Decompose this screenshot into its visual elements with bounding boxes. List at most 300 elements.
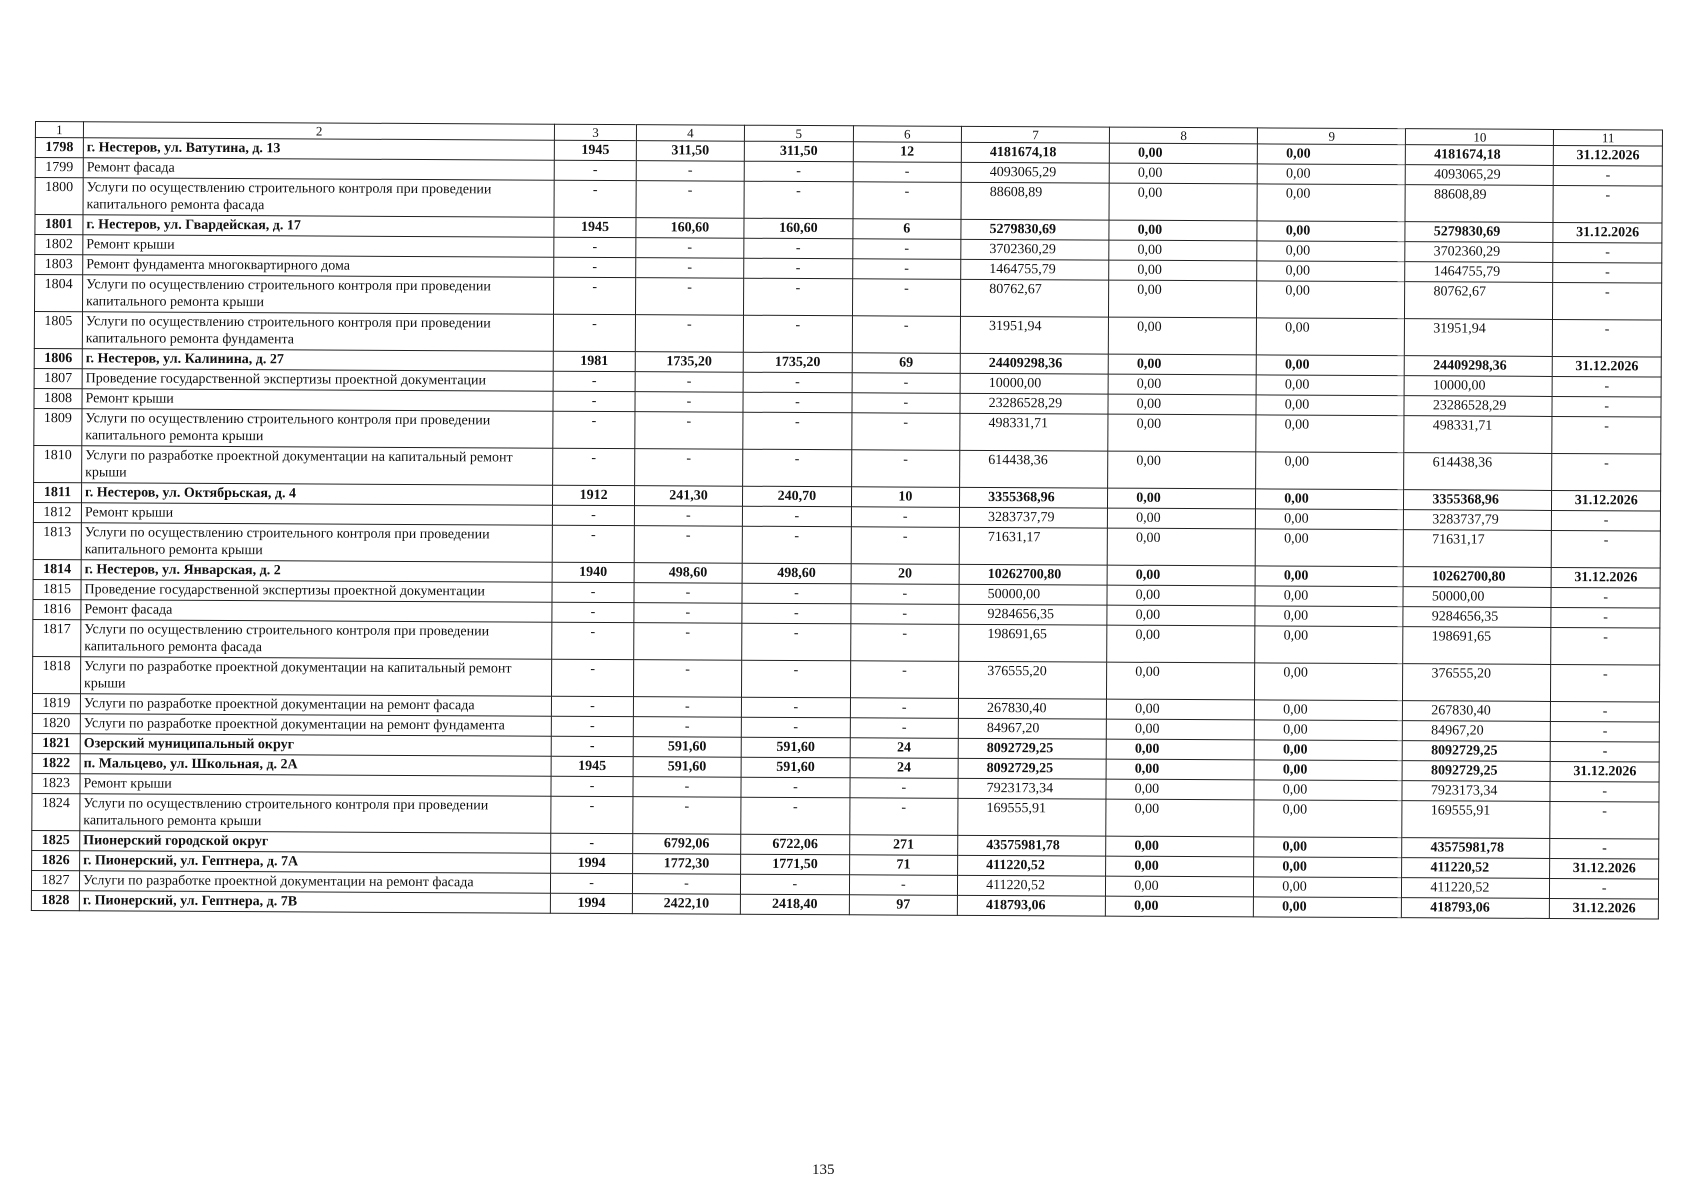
living-area-cell: 240,70	[743, 486, 852, 507]
budget-cost-cell: 0,00	[1255, 626, 1403, 664]
fund-cost-cell: 0,00	[1107, 528, 1255, 566]
total-cost-cell: 24409298,36	[960, 353, 1108, 374]
total-area-cell: -	[635, 372, 744, 393]
fund-cost-cell: 0,00	[1106, 719, 1254, 740]
row-number-cell: 1819	[32, 693, 80, 713]
year-built-cell: -	[554, 257, 635, 277]
living-area-cell: -	[741, 874, 850, 895]
completion-date-cell: -	[1551, 741, 1660, 762]
owners-cost-cell: 84967,20	[1403, 721, 1551, 742]
budget-cost-cell: 0,00	[1257, 281, 1405, 319]
fund-cost-cell: 0,00	[1107, 605, 1255, 626]
owners-cost-cell: 9284656,35	[1403, 607, 1551, 628]
completion-date-cell: 31.12.2026	[1550, 858, 1659, 879]
year-built-cell: -	[554, 237, 635, 257]
row-number-cell: 1800	[35, 178, 83, 215]
budget-cost-cell: 0,00	[1254, 837, 1402, 858]
table-body	[31, 122, 1662, 920]
total-cost-cell: 50000,00	[959, 584, 1107, 605]
year-built-cell: 1940	[552, 562, 633, 582]
owners-cost-cell: 10262700,80	[1403, 567, 1551, 588]
living-area-cell: -	[744, 161, 853, 182]
living-area-cell: -	[743, 412, 852, 450]
residents-count-cell: -	[850, 624, 959, 662]
row-number-cell: 1806	[34, 348, 82, 368]
residents-count-cell: -	[849, 798, 958, 836]
total-cost-cell: 418793,06	[957, 895, 1105, 916]
item-name-cell: Услуги по осуществлению строительного контроля при проведении капитального ремонта крыши	[81, 523, 553, 562]
fund-cost-cell: 0,00	[1107, 585, 1255, 606]
column-number-header: 9	[1258, 128, 1406, 145]
column-number-header: 1	[35, 122, 83, 138]
column-number-header: 5	[745, 125, 854, 142]
row-number-cell: 1798	[35, 138, 83, 158]
item-name-cell: Ремонт крыши	[80, 774, 552, 796]
total-area-cell: -	[635, 412, 744, 450]
living-area-cell: -	[742, 660, 851, 698]
item-name-cell: п. Мальцево, ул. Школьная, д. 2А	[80, 754, 552, 776]
owners-cost-cell: 43575981,78	[1402, 838, 1550, 859]
column-number-header: 3	[555, 124, 636, 140]
owners-cost-cell: 24409298,36	[1405, 356, 1553, 377]
total-area-cell: -	[634, 526, 743, 564]
total-cost-cell: 4181674,18	[961, 142, 1109, 163]
row-number-cell: 1823	[32, 773, 80, 793]
item-name-cell: г. Нестеров, ул. Гвардейская, д. 17	[83, 215, 555, 237]
completion-date-cell: -	[1553, 319, 1662, 357]
residents-count-cell: 12	[853, 142, 962, 163]
living-area-cell: -	[744, 258, 853, 279]
total-cost-cell: 169555,91	[958, 798, 1106, 836]
item-name-cell: Услуги по разработке проектной документации на ремонт фасада	[80, 694, 552, 716]
living-area-cell: 6722,06	[741, 834, 850, 855]
total-area-cell: -	[634, 449, 743, 487]
budget-cost-cell: 0,00	[1255, 700, 1403, 721]
item-name-cell: Озерский муниципальный округ	[80, 734, 552, 756]
budget-cost-cell: 0,00	[1255, 606, 1403, 627]
column-number-header: 6	[853, 126, 962, 143]
row-number-cell: 1818	[33, 656, 81, 693]
item-name-cell: Ремонт фундамента многоквартирного дома	[83, 255, 555, 277]
owners-cost-cell: 5279830,69	[1405, 222, 1553, 243]
item-name-cell: Услуги по осуществлению строительного контроля при проведении капитального ремонта фундамента	[82, 312, 554, 351]
row-number-cell: 1826	[32, 850, 80, 870]
year-built-cell: -	[554, 314, 636, 351]
fund-cost-cell: 0,00	[1106, 836, 1254, 857]
completion-date-cell: -	[1553, 262, 1662, 283]
total-cost-cell: 3702360,29	[961, 239, 1109, 260]
fund-cost-cell: 0,00	[1109, 183, 1257, 221]
completion-date-cell: -	[1551, 627, 1660, 665]
completion-date-cell: -	[1551, 587, 1660, 608]
year-built-cell: 1981	[554, 351, 635, 371]
item-name-cell: г. Пионерский, ул. Гептнера, д. 7А	[80, 851, 552, 873]
row-number-cell: 1815	[33, 579, 81, 599]
item-name-cell: Пионерский городской округ	[80, 831, 552, 853]
completion-date-cell: -	[1552, 530, 1661, 568]
total-cost-cell: 198691,65	[959, 624, 1107, 662]
item-name-cell: Услуги по осуществлению строительного контроля при проведении капитального ремонта крыши	[82, 275, 554, 314]
living-area-cell: -	[742, 623, 851, 661]
total-area-cell: 1772,30	[632, 854, 741, 875]
column-number-header: 11	[1554, 129, 1663, 146]
year-built-cell: 1912	[553, 485, 634, 505]
residents-count-cell: 271	[849, 835, 958, 856]
total-cost-cell: 43575981,78	[958, 835, 1106, 856]
total-cost-cell: 4093065,29	[961, 162, 1109, 183]
fund-cost-cell: 0,00	[1107, 662, 1255, 700]
fund-cost-cell: 0,00	[1106, 896, 1254, 917]
row-number-cell: 1822	[32, 753, 80, 773]
owners-cost-cell: 8092729,25	[1402, 761, 1550, 782]
total-cost-cell: 31951,94	[960, 316, 1108, 354]
total-cost-cell: 411220,52	[958, 875, 1106, 896]
completion-date-cell: -	[1552, 396, 1661, 417]
owners-cost-cell: 3283737,79	[1404, 510, 1552, 531]
total-area-cell: -	[632, 797, 741, 835]
total-cost-cell: 498331,71	[960, 413, 1108, 451]
row-number-cell: 1803	[35, 255, 83, 275]
total-cost-cell: 5279830,69	[961, 219, 1109, 240]
row-number-cell: 1814	[33, 559, 81, 579]
residents-count-cell: 20	[851, 564, 960, 585]
fund-cost-cell: 0,00	[1106, 779, 1254, 800]
living-area-cell: -	[743, 392, 852, 413]
total-cost-cell: 8092729,25	[958, 758, 1106, 779]
fund-cost-cell: 0,00	[1109, 163, 1257, 184]
total-cost-cell: 376555,20	[959, 661, 1107, 699]
residents-count-cell: 71	[849, 855, 958, 876]
item-name-cell: г. Нестеров, ул. Январская, д. 2	[81, 560, 553, 582]
year-built-cell: -	[551, 873, 632, 893]
owners-cost-cell: 3702360,29	[1405, 242, 1553, 263]
year-built-cell: -	[552, 622, 634, 659]
living-area-cell: 498,60	[742, 563, 851, 584]
completion-date-cell: 31.12.2026	[1552, 567, 1661, 588]
page-number: 135	[812, 1162, 835, 1178]
residents-count-cell: 24	[850, 738, 959, 759]
budget-cost-cell: 0,00	[1257, 164, 1405, 185]
item-name-cell: Услуги по разработке проектной документации на ремонт фасада	[79, 871, 551, 893]
total-area-cell: 311,50	[636, 141, 745, 162]
item-name-cell: Ремонт фасада	[83, 158, 555, 180]
owners-cost-cell: 498331,71	[1404, 416, 1552, 454]
total-cost-cell: 267830,40	[958, 698, 1106, 719]
residents-count-cell: 6	[853, 219, 962, 240]
year-built-cell: -	[552, 736, 633, 756]
column-number-header: 10	[1406, 129, 1554, 146]
completion-date-cell: 31.12.2026	[1551, 761, 1660, 782]
total-area-cell: -	[635, 278, 744, 316]
fund-cost-cell: 0,00	[1107, 625, 1255, 663]
item-name-cell: г. Нестеров, ул. Калинина, д. 27	[82, 349, 554, 371]
residents-count-cell: -	[850, 698, 959, 719]
budget-cost-cell: 0,00	[1254, 877, 1402, 898]
residents-count-cell: 24	[850, 758, 959, 779]
living-area-cell: -	[744, 278, 853, 316]
completion-date-cell: 31.12.2026	[1552, 490, 1661, 511]
total-area-cell: 591,60	[633, 737, 742, 758]
budget-cost-cell: 0,00	[1255, 566, 1403, 587]
owners-cost-cell: 31951,94	[1405, 319, 1553, 357]
budget-cost-cell: 0,00	[1255, 720, 1403, 741]
total-area-cell: 498,60	[634, 563, 743, 584]
row-number-cell: 1813	[33, 522, 81, 559]
budget-cost-cell: 0,00	[1257, 318, 1405, 356]
total-area-cell: -	[636, 238, 745, 259]
fund-cost-cell: 0,00	[1106, 799, 1254, 837]
item-name-cell: Услуги по разработке проектной документации на капитальный ремонт крыши	[80, 657, 552, 696]
residents-count-cell: 97	[849, 895, 958, 916]
living-area-cell: -	[743, 315, 852, 353]
residents-count-cell: -	[851, 584, 960, 605]
completion-date-cell: -	[1553, 282, 1662, 320]
budget-cost-cell: 0,00	[1256, 452, 1404, 490]
row-number-cell: 1820	[32, 713, 80, 733]
budget-cost-cell: 0,00	[1255, 586, 1403, 607]
owners-cost-cell: 418793,06	[1402, 898, 1550, 919]
item-name-cell: Ремонт крыши	[81, 503, 553, 525]
living-area-cell: -	[744, 238, 853, 259]
residents-count-cell: -	[850, 718, 959, 739]
living-area-cell: 591,60	[741, 757, 850, 778]
document-sheet	[31, 121, 1663, 920]
year-built-cell: -	[554, 180, 636, 217]
total-area-cell: 2422,10	[632, 894, 741, 915]
item-name-cell: Услуги по разработке проектной документации на ремонт фундамента	[80, 714, 552, 736]
residents-count-cell: -	[851, 413, 960, 451]
row-number-cell: 1801	[35, 215, 83, 235]
total-cost-cell: 8092729,25	[958, 738, 1106, 759]
completion-date-cell: -	[1550, 801, 1659, 839]
residents-count-cell: -	[851, 507, 960, 528]
fund-cost-cell: 0,00	[1109, 260, 1257, 281]
column-number-header: 8	[1110, 127, 1258, 144]
residents-count-cell: -	[850, 778, 959, 799]
total-area-cell: 1735,20	[635, 352, 744, 373]
completion-date-cell: -	[1550, 838, 1659, 859]
total-cost-cell: 88608,89	[961, 182, 1109, 220]
total-area-cell: -	[633, 660, 742, 698]
living-area-cell: -	[742, 697, 851, 718]
item-name-cell: г. Нестеров, ул. Ватутина, д. 13	[83, 138, 555, 160]
fund-cost-cell: 0,00	[1106, 759, 1254, 780]
completion-date-cell: 31.12.2026	[1553, 356, 1662, 377]
owners-cost-cell: 23286528,29	[1404, 396, 1552, 417]
owners-cost-cell: 7923173,34	[1402, 781, 1550, 802]
total-cost-cell: 3283737,79	[959, 507, 1107, 528]
budget-cost-cell: 0,00	[1258, 144, 1406, 165]
item-name-cell: Услуги по осуществлению строительного контроля при проведении капитального ремонта фасада	[83, 178, 555, 217]
year-built-cell: -	[553, 448, 635, 485]
living-area-cell: -	[741, 717, 850, 738]
residents-count-cell: -	[850, 661, 959, 699]
residents-count-cell: -	[852, 279, 961, 317]
total-cost-cell: 80762,67	[961, 279, 1109, 317]
budget-cost-cell: 0,00	[1256, 375, 1404, 396]
total-cost-cell: 1464755,79	[961, 259, 1109, 280]
completion-date-cell: -	[1553, 242, 1662, 263]
completion-date-cell: -	[1552, 416, 1661, 454]
residents-count-cell: -	[853, 162, 962, 183]
budget-cost-cell: 0,00	[1256, 355, 1404, 376]
owners-cost-cell: 411220,52	[1402, 878, 1550, 899]
owners-cost-cell: 50000,00	[1403, 587, 1551, 608]
residents-count-cell: -	[852, 373, 961, 394]
item-name-cell: Ремонт крыши	[82, 389, 554, 411]
completion-date-cell: 31.12.2026	[1550, 898, 1659, 919]
year-built-cell: -	[553, 371, 634, 391]
owners-cost-cell: 3355368,96	[1404, 490, 1552, 511]
budget-cost-cell: 0,00	[1257, 221, 1405, 242]
living-area-cell: -	[744, 181, 853, 219]
year-built-cell: 1945	[555, 140, 636, 160]
living-area-cell: -	[743, 506, 852, 527]
total-area-cell: -	[635, 392, 744, 413]
residents-count-cell: -	[851, 450, 960, 488]
residents-count-cell: 10	[851, 487, 960, 508]
budget-cost-cell: 0,00	[1254, 897, 1402, 918]
item-name-cell: Услуги по разработке проектной документации на капитальный ремонт крыши	[82, 446, 554, 485]
owners-cost-cell: 169555,91	[1402, 801, 1550, 839]
owners-cost-cell: 614438,36	[1404, 453, 1552, 491]
item-name-cell: г. Пионерский, ул. Гептнера, д. 7В	[79, 891, 551, 913]
completion-date-cell: -	[1551, 701, 1660, 722]
budget-cost-cell: 0,00	[1256, 509, 1404, 530]
total-cost-cell: 71631,17	[959, 527, 1107, 565]
fund-cost-cell: 0,00	[1108, 374, 1256, 395]
completion-date-cell: -	[1550, 878, 1659, 899]
living-area-cell: 1735,20	[743, 352, 852, 373]
owners-cost-cell: 80762,67	[1405, 282, 1553, 320]
row-number-cell: 1808	[34, 388, 82, 408]
living-area-cell: -	[742, 526, 851, 564]
row-number-cell: 1809	[34, 408, 82, 445]
row-number-cell: 1821	[32, 733, 80, 753]
year-built-cell: -	[552, 602, 633, 622]
row-number-cell: 1805	[34, 312, 82, 349]
fund-cost-cell: 0,00	[1108, 317, 1256, 355]
living-area-cell: -	[741, 777, 850, 798]
total-area-cell: -	[633, 623, 742, 661]
owners-cost-cell: 71631,17	[1404, 530, 1552, 568]
fund-cost-cell: 0,00	[1107, 565, 1255, 586]
total-area-cell: -	[636, 181, 745, 219]
fund-cost-cell: 0,00	[1106, 876, 1254, 897]
year-built-cell: -	[552, 696, 633, 716]
row-number-cell: 1817	[33, 619, 81, 656]
year-built-cell: -	[553, 505, 634, 525]
total-area-cell: -	[633, 777, 742, 798]
row-number-cell: 1799	[35, 158, 83, 178]
owners-cost-cell: 10000,00	[1404, 376, 1552, 397]
completion-date-cell: -	[1552, 510, 1661, 531]
year-built-cell: -	[551, 796, 633, 833]
column-number-header: 2	[83, 122, 554, 140]
total-cost-cell: 9284656,35	[959, 604, 1107, 625]
budget-cost-cell: 0,00	[1254, 760, 1402, 781]
row-number-cell: 1810	[34, 445, 82, 482]
owners-cost-cell: 376555,20	[1403, 664, 1551, 702]
total-cost-cell: 411220,52	[958, 855, 1106, 876]
fund-cost-cell: 0,00	[1109, 280, 1257, 318]
total-area-cell: -	[633, 717, 742, 738]
owners-cost-cell: 8092729,25	[1403, 741, 1551, 762]
living-area-cell: -	[743, 372, 852, 393]
budget-cost-cell: 0,00	[1256, 395, 1404, 416]
item-name-cell: Услуги по осуществлению строительного контроля при проведении капитального ремонта фасада	[81, 620, 553, 659]
budget-cost-cell: 0,00	[1255, 529, 1403, 567]
fund-cost-cell: 0,00	[1108, 354, 1256, 375]
completion-date-cell: -	[1551, 664, 1660, 702]
fund-cost-cell: 0,00	[1106, 856, 1254, 877]
capital-repair-table	[31, 121, 1663, 920]
budget-cost-cell: 0,00	[1257, 184, 1405, 222]
residents-count-cell: -	[852, 393, 961, 414]
column-number-header: 4	[636, 125, 745, 142]
total-area-cell: 6792,06	[632, 834, 741, 855]
fund-cost-cell: 0,00	[1108, 488, 1256, 509]
completion-date-cell: -	[1553, 376, 1662, 397]
budget-cost-cell: 0,00	[1254, 800, 1402, 838]
row-number-cell: 1824	[32, 793, 80, 830]
total-area-cell: -	[634, 506, 743, 527]
row-number-cell: 1807	[34, 368, 82, 388]
total-cost-cell: 23286528,29	[960, 393, 1108, 414]
year-built-cell: -	[554, 277, 636, 314]
living-area-cell: -	[742, 603, 851, 624]
total-cost-cell: 614438,36	[960, 450, 1108, 488]
row-number-cell: 1804	[35, 275, 83, 312]
row-number-cell: 1816	[33, 599, 81, 619]
owners-cost-cell: 1464755,79	[1405, 262, 1553, 283]
living-area-cell: 2418,40	[741, 894, 850, 915]
living-area-cell: -	[742, 583, 851, 604]
total-area-cell: -	[634, 583, 743, 604]
fund-cost-cell: 0,00	[1107, 699, 1255, 720]
total-area-cell: -	[636, 161, 745, 182]
residents-count-cell: -	[851, 604, 960, 625]
completion-date-cell: -	[1554, 165, 1663, 186]
total-area-cell: -	[633, 697, 742, 718]
total-area-cell: 591,60	[633, 757, 742, 778]
owners-cost-cell: 267830,40	[1403, 701, 1551, 722]
completion-date-cell: -	[1551, 721, 1660, 742]
total-area-cell: 160,60	[636, 218, 745, 239]
residents-count-cell: -	[852, 239, 961, 260]
fund-cost-cell: 0,00	[1108, 508, 1256, 529]
residents-count-cell: 69	[852, 353, 961, 374]
total-cost-cell: 7923173,34	[958, 778, 1106, 799]
total-area-cell: -	[634, 603, 743, 624]
year-built-cell: -	[555, 160, 636, 180]
year-built-cell: 1994	[551, 893, 632, 913]
item-name-cell: г. Нестеров, ул. Октябрьская, д. 4	[81, 483, 553, 505]
total-cost-cell: 10000,00	[960, 373, 1108, 394]
completion-date-cell: -	[1551, 607, 1660, 628]
residents-count-cell: -	[853, 182, 962, 220]
year-built-cell: -	[551, 833, 632, 853]
residents-count-cell: -	[852, 259, 961, 280]
fund-cost-cell: 0,00	[1108, 451, 1256, 489]
budget-cost-cell: 0,00	[1256, 489, 1404, 510]
budget-cost-cell: 0,00	[1255, 663, 1403, 701]
fund-cost-cell: 0,00	[1108, 414, 1256, 452]
budget-cost-cell: 0,00	[1257, 241, 1405, 262]
total-cost-cell: 84967,20	[958, 718, 1106, 739]
fund-cost-cell: 0,00	[1108, 394, 1256, 415]
living-area-cell: 311,50	[744, 141, 853, 162]
